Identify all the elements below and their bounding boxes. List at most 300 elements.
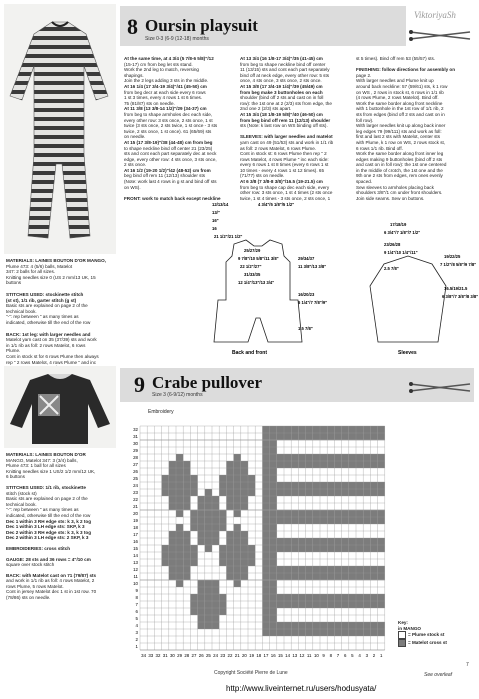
chart-cell-filled: [370, 622, 377, 629]
chart-cell-filled: [226, 538, 233, 545]
chart-cell-filled: [270, 545, 277, 552]
chart-cell-filled: [363, 545, 370, 552]
chart-cell-filled: [363, 510, 370, 517]
instruction-line: With larger needles knit up along back inner: [356, 123, 446, 129]
playsuit-photo: [4, 4, 116, 254]
chart-cell-filled: [241, 489, 248, 496]
chart-cell-filled: [212, 580, 219, 587]
chart-cell-filled: [356, 601, 363, 608]
instruction-line: every 6 rows 1 st 8 times (every 6 rows 1 st: [240, 162, 329, 168]
chart-cell-filled: [226, 468, 233, 475]
chart-cell-filled: [277, 461, 284, 468]
chart-cell-filled: [370, 510, 377, 517]
pullover-back-line: and work in 1/1 rib as foll: 4 rows Matelot, 2: [6, 578, 95, 584]
playsuit-materials-line: Plume 473: 4 (5/6) balls, Matelot: [6, 263, 73, 269]
chart-cell-filled: [176, 524, 183, 531]
chart-cell-filled: [183, 573, 190, 580]
chart-cell-filled: [291, 545, 298, 552]
chart-cell-filled: [212, 622, 219, 629]
pullover-photo: [4, 366, 116, 448]
chart-row-label: 6: [135, 609, 138, 615]
instruction-line: row): the 1st one at 2 (2/3) sts from edge, the: [240, 100, 332, 106]
chart-cell-filled: [363, 426, 370, 433]
chart-cell-filled: [313, 622, 320, 629]
schematic-label: 21 1/2"/21 1/2": [214, 234, 243, 239]
chart-cell-filled: [306, 433, 313, 440]
pullover-stitches-line: indicated, otherwise till the end of the row: [6, 512, 91, 518]
instruction-line: sts and cont each part separately dec at neck: [124, 151, 217, 157]
chart-cell-filled: [241, 566, 248, 573]
chart-row-label: 1: [135, 644, 138, 650]
chart-cell-filled: [219, 608, 226, 615]
chart-col-label: 14: [285, 653, 291, 658]
chart-cell-filled: [298, 629, 305, 636]
key-title: Key:: [398, 620, 408, 625]
instruction-line: around back neckline: 57 (59/61) sts, k 1 row: [356, 83, 448, 89]
chart-cell-filled: [262, 510, 269, 517]
chart-cell-filled: [378, 601, 385, 608]
pullover-stitches-line: Basic sts are explained on page 2 of the: [6, 496, 88, 502]
playsuit-materials-line: buttons: [6, 280, 22, 286]
instruction-line: shapings.: [124, 72, 144, 78]
chart-cell-filled: [378, 461, 385, 468]
instruction-line: At 15 3/8 (17 3/4-19 1/4)"/39 (45/49) cm: [240, 83, 323, 89]
chart-cell-filled: [176, 552, 183, 559]
chart-cell-filled: [284, 629, 291, 636]
chart-cell-filled: [327, 454, 334, 461]
chart-cell-filled: [378, 426, 385, 433]
chart-cell-filled: [205, 622, 212, 629]
chart-title: Embroidery: [148, 409, 174, 415]
instruction-line: on needle.: [124, 134, 146, 140]
chart-cell-filled: [169, 573, 176, 580]
pullover-materials-line: Knitting needles size 1 US/2 1/2 mm/12 UK,: [6, 468, 96, 474]
chart-cell-filled: [183, 475, 190, 482]
chart-cell-filled: [327, 622, 334, 629]
chart-cell-filled: [342, 489, 349, 496]
chart-cell-filled: [277, 601, 284, 608]
chart-cell-filled: [176, 538, 183, 545]
chart-cell-filled: [327, 566, 334, 573]
chart-cell-filled: [334, 629, 341, 636]
pullover-stitches-line: technical book.: [6, 501, 37, 507]
chart-col-label: 23: [220, 653, 226, 658]
chart-cell-filled: [198, 608, 205, 615]
key-subtitle: in MANGO: [398, 625, 421, 631]
chart-cell-filled: [183, 489, 190, 496]
chart-cell-filled: [313, 538, 320, 545]
pullover-dec-line: Dec 2 within 3 RH edge sts: k 3, k 3 tog: [6, 529, 92, 535]
chart-cell-filled: [241, 552, 248, 559]
chart-cell-filled: [378, 545, 385, 552]
chart-cell-filled: [378, 482, 385, 489]
pullover-instructions: [6, 452, 120, 601]
chart-cell-filled: [370, 545, 377, 552]
chart-col-label: 34: [141, 653, 147, 658]
instruction-line: twice (3 sts once, 2 sts twice, 1 st once - 3 sts: [124, 123, 218, 129]
chart-row-label: 26: [133, 469, 138, 475]
chart-cell-filled: [212, 517, 219, 524]
chart-cell-filled: [270, 475, 277, 482]
pullover-embroidery-heading: EMBROIDERIES: cross stitch: [6, 545, 71, 551]
chart-cell-filled: [291, 629, 298, 636]
chart-cell-filled: [234, 524, 241, 531]
instruction-line: At the same time, at 4 3/4 (5 7/8-6 5/8)"/12: [124, 56, 214, 61]
chart-cell-filled: [370, 538, 377, 545]
chart-cell-filled: [277, 594, 284, 601]
chart-cell-filled: [342, 517, 349, 524]
chart-cell-filled: [162, 552, 169, 559]
chart-cell-filled: [198, 538, 205, 545]
chart-col-label: 11: [306, 653, 312, 658]
chart-row-label: 28: [133, 455, 138, 461]
chart-cell-filled: [277, 629, 284, 636]
instruction-line: and cast on in foll row): the 1st one centered: [356, 162, 447, 168]
chart-cell-filled: [262, 482, 269, 489]
schematic-label: 12/13/14: [212, 202, 229, 207]
chart-cell-filled: [349, 538, 356, 545]
chart-cell-filled: [320, 594, 327, 601]
chart-cell-filled: [234, 503, 241, 510]
chart-cell-filled: [205, 594, 212, 601]
instruction-line: At 11 3/8 (13 3/8-14 1/2)"/29 (34-37) cm: [124, 106, 207, 112]
chart-cell-filled: [284, 510, 291, 517]
chart-cell-filled: [262, 454, 269, 461]
chart-cell-filled: [270, 440, 277, 447]
chart-cell-filled: [298, 433, 305, 440]
instruction-line: bind off at neck edge, every other row: 5 sts: [240, 72, 330, 78]
chart-cell-filled: [349, 510, 356, 517]
chart-cell-filled: [356, 622, 363, 629]
chart-cell-filled: [262, 566, 269, 573]
chart-cell-filled: [342, 482, 349, 489]
chart-col-label: 9: [322, 653, 325, 658]
page-number: 7: [466, 662, 469, 668]
chart-cell-filled: [234, 475, 241, 482]
source-url: http://www.liveinternet.ru/users/hodusyata/: [226, 684, 377, 693]
chart-cell-filled: [205, 531, 212, 538]
schematic-label: 9 7/8"/10 5/8"/11 3/8": [238, 256, 279, 261]
instruction-line: with 1 buttonhole in the 1st row of 1/1 rib, 2: [356, 106, 444, 112]
chart-cell-filled: [334, 566, 341, 573]
chart-cell-filled: [342, 510, 349, 517]
chart-cell-filled: [262, 503, 269, 510]
chart-cell-filled: [270, 601, 277, 608]
pullover-materials-line: 6 buttons: [6, 474, 25, 480]
instruction-line: At 13 3/4 (16 1/8-17 3/4)"/35 (41-45) cm: [240, 56, 323, 61]
chart-cell-filled: [277, 622, 284, 629]
chart-cell-filled: [349, 594, 356, 601]
chart-cell-filled: [212, 503, 219, 510]
chart-cell-filled: [241, 461, 248, 468]
chart-cell-filled: [327, 545, 334, 552]
schematic-label: 9 1/4"/10 1/4"/11": [384, 250, 418, 255]
chart-cell-filled: [234, 566, 241, 573]
chart-cell-filled: [327, 601, 334, 608]
chart-cell-filled: [378, 538, 385, 545]
chart-cell-filled: [183, 552, 190, 559]
chart-col-label: 24: [213, 653, 219, 658]
chart-cell-filled: [378, 594, 385, 601]
playsuit-stitches-line: Basic sts are explained on page 2 of the: [6, 303, 88, 309]
chart-cell-filled: [169, 566, 176, 573]
chart-cell-filled: [378, 517, 385, 524]
instruction-line: Work the same border along front inner leg: [356, 151, 444, 157]
chart-col-label: 18: [256, 653, 262, 658]
chart-cell-filled: [306, 573, 313, 580]
chart-cell-filled: [262, 440, 269, 447]
chart-cell-filled: [291, 454, 298, 461]
chart-cell-filled: [205, 517, 212, 524]
chart-cell-filled: [342, 573, 349, 580]
chart-cell-filled: [176, 510, 183, 517]
schematic-label: 4 3/4"/5 1/8"/5 1/2": [258, 202, 295, 207]
chart-row-label: 4: [135, 623, 138, 629]
chart-cell-filled: [370, 573, 377, 580]
key-matelot: = Matelot cross st: [408, 640, 447, 646]
chart-cell-filled: [262, 552, 269, 559]
chart-cell-filled: [270, 587, 277, 594]
chart-cell-filled: [176, 531, 183, 538]
chart-cell-filled: [262, 517, 269, 524]
chart-cell-filled: [306, 426, 313, 433]
chart-row-label: 15: [133, 546, 138, 552]
chart-cell-filled: [356, 566, 363, 573]
chart-cell-filled: [291, 566, 298, 573]
chart-cell-filled: [291, 573, 298, 580]
chart-cell-filled: [277, 433, 284, 440]
chart-cell-filled: [334, 594, 341, 601]
chart-cell-filled: [176, 573, 183, 580]
chart-cell-filled: [327, 426, 334, 433]
instruction-line: from beg bind off rem 11 (12/13) shoulder: [240, 117, 331, 123]
chart-cell-filled: [363, 489, 370, 496]
chart-row-label: 23: [133, 490, 138, 496]
chart-cell-filled: [313, 510, 320, 517]
chart-cell-filled: [291, 538, 298, 545]
chart-cell-filled: [226, 475, 233, 482]
chart-cell-filled: [356, 426, 363, 433]
chart-cell-filled: [205, 601, 212, 608]
chart-cell-filled: [270, 433, 277, 440]
instruction-line: At 15 3/4 (18 1/8-19 5/8)"/40 (46-50) cm: [240, 111, 323, 117]
instruction-line: At 16 1/4 (17 3/4-19 3/4)"/41 (45-50) cm: [124, 83, 207, 89]
chart-cell-filled: [183, 545, 190, 552]
copyright: Copyright Société Pierre de Lune: [214, 670, 288, 676]
chart-cell-filled: [349, 454, 356, 461]
chart-cell-filled: [277, 482, 284, 489]
chart-cell-filled: [291, 482, 298, 489]
chart-col-label: 31: [162, 653, 168, 658]
chart-cell-filled: [198, 531, 205, 538]
instruction-line: 10 times - every 4 rows 1 st 12 times). 65: [240, 167, 324, 173]
instruction-line: twice, 1 st 4 times - 3 sts once, 2 sts once, 1: [240, 195, 331, 201]
chart-cell-filled: [306, 489, 313, 496]
chart-cell-filled: [284, 538, 291, 545]
chart-col-label: 7: [336, 653, 340, 658]
instruction-line: on WS , 2 rows in stock st, 6 rows in 1/1 rib: [356, 89, 444, 95]
instruction-line: SLEEVES: with larger needles and matelot: [240, 134, 333, 140]
chart-cell-filled: [234, 559, 241, 566]
chart-cell-filled: [262, 573, 269, 580]
chart-cell-filled: [241, 496, 248, 503]
chart-cell-filled: [234, 531, 241, 538]
chart-cell-filled: [334, 461, 341, 468]
chart-cell-filled: [334, 482, 341, 489]
chart-cell-filled: [226, 573, 233, 580]
chart-cell-filled: [284, 594, 291, 601]
chart-cell-filled: [262, 447, 269, 454]
instruction-line: Work the same border along front neckline: [356, 100, 443, 106]
chart-cell-filled: [270, 615, 277, 622]
chart-cell-filled: [277, 489, 284, 496]
chart-col-label: 32: [155, 653, 161, 658]
chart-cell-filled: [342, 566, 349, 573]
chart-cell-filled: [284, 454, 291, 461]
chart-cell-filled: [277, 510, 284, 517]
chart-cell-filled: [270, 552, 277, 559]
chart-row-label: 3: [135, 630, 138, 636]
chart-cell-filled: [334, 454, 341, 461]
chart-cell-filled: [334, 517, 341, 524]
chart-col-label: 21: [234, 653, 240, 658]
chart-col-label: 17: [263, 653, 269, 658]
chart-cell-filled: [205, 510, 212, 517]
instruction-line: Join side seams. Sew on buttons.: [356, 195, 425, 201]
instruction-line: (71/77) sts on needle.: [240, 173, 285, 179]
chart-row-label: 17: [133, 532, 138, 538]
chart-cell-filled: [198, 524, 205, 531]
playsuit-stitches-line: technical book.: [6, 308, 37, 314]
pullover-materials-heading: MATERIALS: LAINES BOUTON D'OR: [6, 452, 86, 457]
chart-cell-filled: [298, 594, 305, 601]
chart-cell-filled: [327, 510, 334, 517]
chart-cell-filled: [241, 482, 248, 489]
chart-cell-filled: [320, 489, 327, 496]
chart-cell-filled: [356, 482, 363, 489]
chart-cell-filled: [277, 538, 284, 545]
chart-cell-filled: [262, 426, 269, 433]
chart-cell-filled: [169, 552, 176, 559]
instruction-line: 6 rows 1/1 rib. Bind off.: [356, 145, 403, 151]
chart-cell-filled: [370, 517, 377, 524]
pullover-back-line: BACK: with Matelot cast on 71 (79/87) sts: [6, 572, 97, 578]
chart-cell-filled: [378, 566, 385, 573]
chart-cell-filled: [306, 454, 313, 461]
chart-cell-filled: [378, 622, 385, 629]
chart-cell-filled: [284, 426, 291, 433]
chart-cell-filled: [234, 454, 241, 461]
chart-cell-filled: [370, 629, 377, 636]
chart-cell-filled: [356, 594, 363, 601]
chart-cell-filled: [234, 545, 241, 552]
chart-cell-filled: [212, 601, 219, 608]
chart-cell-filled: [183, 531, 190, 538]
instruction-line: to shape neckline bind off center 21 (23/25): [124, 145, 213, 151]
chart-cell-filled: [169, 545, 176, 552]
instruction-line: At 16 1/2 (19-20 1/2)"/42 (48-52) cm from: [124, 167, 211, 173]
chart-cell-filled: [219, 482, 226, 489]
chart-cell-filled: [284, 489, 291, 496]
chart-cell-filled: [262, 489, 269, 496]
chart-cell-filled: [349, 482, 356, 489]
chart-col-label: 22: [227, 653, 233, 658]
chart-cell-filled: [198, 580, 205, 587]
playsuit-title: Oursin playsuit: [145, 16, 258, 35]
chart-cell-filled: [270, 580, 277, 587]
chart-cell-filled: [219, 517, 226, 524]
chart-row-label: 13: [133, 560, 138, 566]
chart-cell-filled: [198, 510, 205, 517]
schematic-label: 6 3/4"/7 1/8"/7 1/2": [384, 230, 421, 235]
playsuit-back-line: in 1/1 rib as foll: 2 rows Matelot, 6 rows: [6, 342, 86, 348]
chart-cell-filled: [370, 601, 377, 608]
instruction-line: page 2.: [356, 72, 372, 78]
chart-cell-filled: [270, 524, 277, 531]
chart-cell-filled: [284, 433, 291, 440]
chart-cell-filled: [262, 461, 269, 468]
pullover-gauge-line: GAUGE: 28 sts and 36 rows = 4"/10 cm: [6, 556, 91, 562]
playsuit-schematic: [122, 200, 479, 360]
chart-cell-filled: [183, 566, 190, 573]
chart-cell-filled: [241, 468, 248, 475]
chart-cell-filled: [349, 433, 356, 440]
chart-cell-filled: [327, 594, 334, 601]
chart-cell-filled: [262, 531, 269, 538]
chart-cell-filled: [162, 482, 169, 489]
chart-cell-filled: [262, 594, 269, 601]
chart-col-label: 15: [277, 653, 283, 658]
instruction-line: once, 4 sts once, 3 sts once, 2 sts once.: [240, 78, 322, 84]
chart-cell-filled: [262, 615, 269, 622]
chart-cell-filled: [277, 573, 284, 580]
chart-cell-filled: [313, 433, 320, 440]
instruction-line: rows Matelot, 4 rows Plume " inc each side:: [240, 156, 329, 162]
chart-cell-filled: [313, 594, 320, 601]
chart-cell-filled: [169, 461, 176, 468]
chart-row-label: 14: [133, 553, 138, 559]
chart-cell-filled: [205, 580, 212, 587]
chart-cell-filled: [349, 629, 356, 636]
chart-cell-filled: [298, 517, 305, 524]
chart-cell-filled: [219, 475, 226, 482]
chart-cell-filled: [313, 601, 320, 608]
chart-cell-filled: [183, 538, 190, 545]
chart-cell-filled: [363, 566, 370, 573]
chart-cell-filled: [298, 538, 305, 545]
chart-cell-filled: [291, 489, 298, 496]
brand-logo: ViktoriyaSh: [414, 10, 456, 20]
chart-cell-filled: [205, 608, 212, 615]
chart-cell-filled: [306, 594, 313, 601]
chart-cell-filled: [162, 545, 169, 552]
chart-col-label: 27: [191, 653, 197, 658]
chart-col-label: 29: [177, 653, 183, 658]
chart-cell-filled: [205, 503, 212, 510]
chart-cell-filled: [327, 517, 334, 524]
chart-cell-filled: [342, 433, 349, 440]
chart-cell-filled: [334, 573, 341, 580]
chart-cell-filled: [234, 489, 241, 496]
chart-cell-filled: [291, 510, 298, 517]
chart-cell-filled: [162, 475, 169, 482]
chart-cell-filled: [298, 601, 305, 608]
playsuit-back-line: BACK: 1st leg: with larger needles and: [6, 331, 91, 337]
chart-cell-filled: [270, 461, 277, 468]
schematic-label: 2.5 7/8": [384, 266, 399, 271]
chart-cell-filled: [370, 454, 377, 461]
chart-cell-filled: [270, 454, 277, 461]
